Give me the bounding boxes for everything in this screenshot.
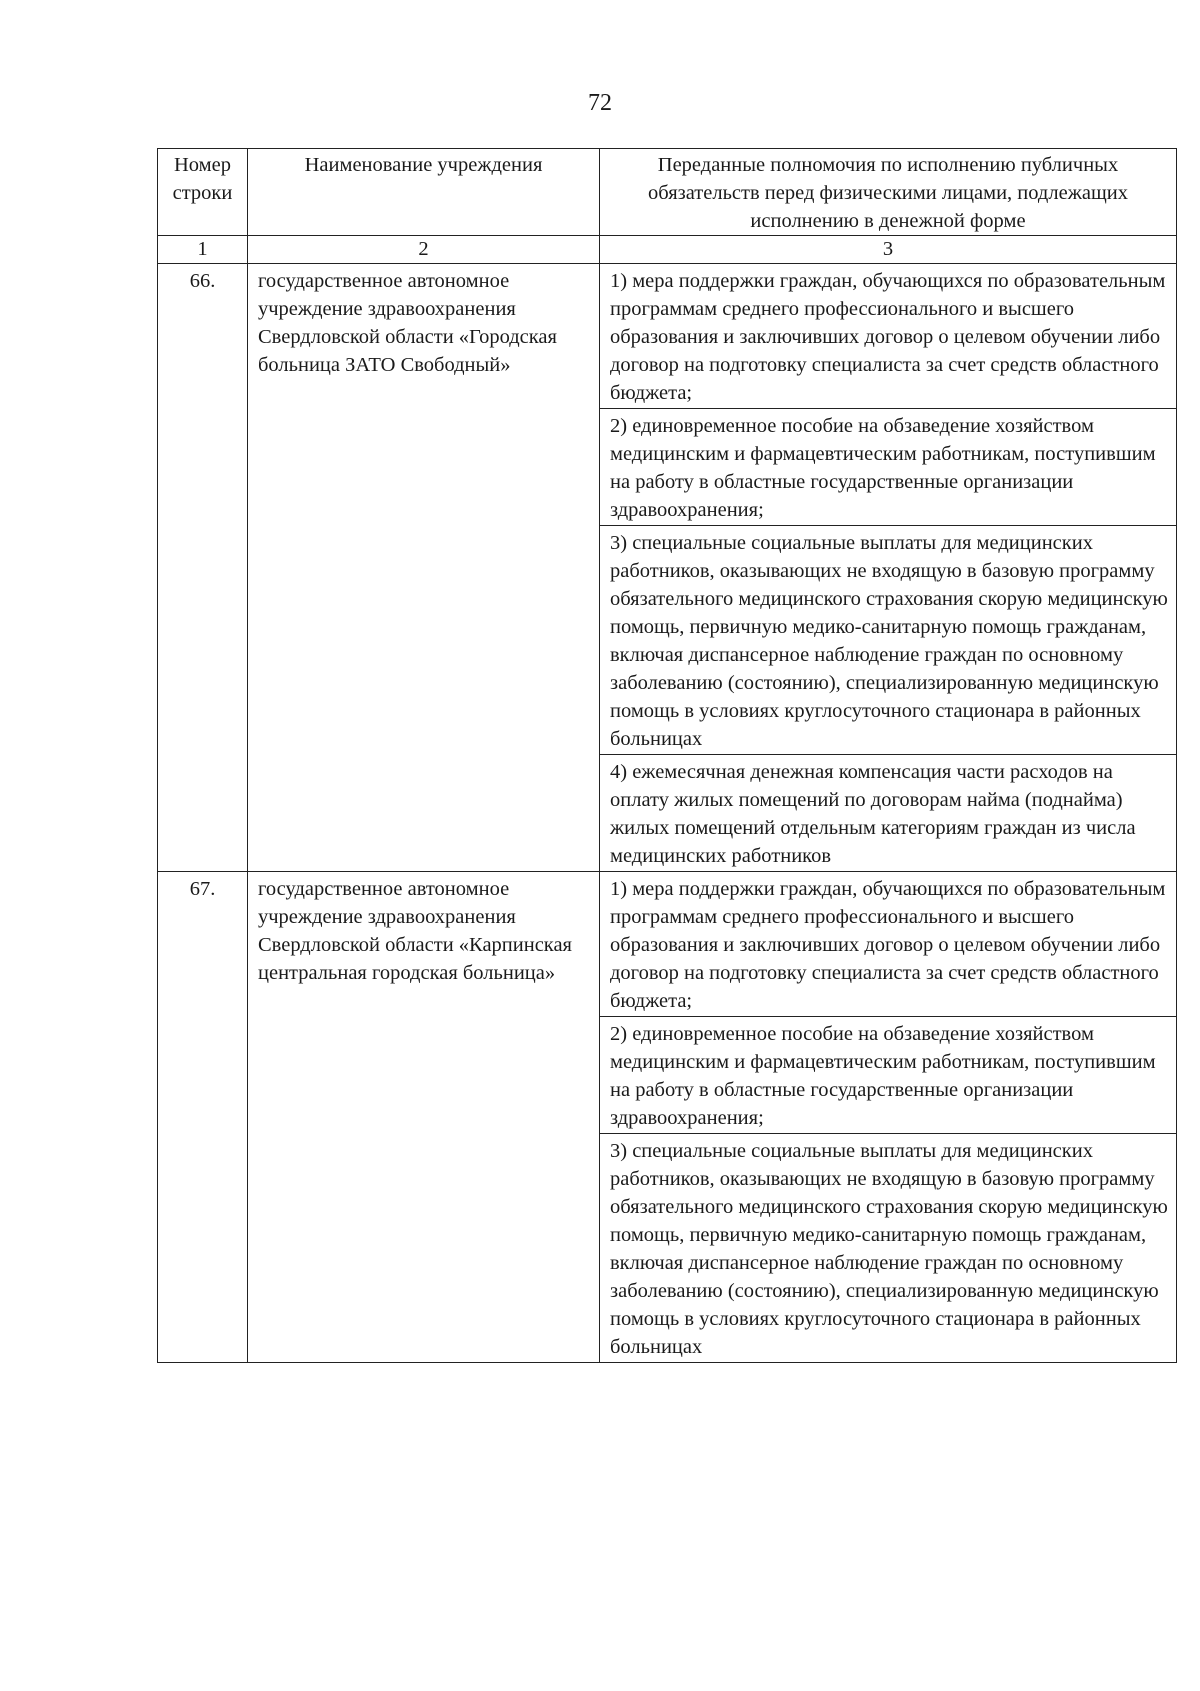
- column-number-2: 2: [248, 236, 600, 264]
- power-item: 3) специальные социальные выплаты для медицинских работников, оказывающих не входящую в базовую программу обязательного медицинского страхования скорую медицинскую помощь, первичную медико-санитарную помощь гражданам, включая диспансерное наблюдение граждан по основному заболеванию (состоянию), специализированную медицинскую помощь в условиях круглосуточного стационара в районных больницах: [600, 526, 1177, 755]
- column-number-row: [158, 236, 1177, 264]
- table-header-row: [158, 149, 1177, 236]
- power-item: 2) единовременное пособие на обзаведение хозяйством медицинским и фармацевтическим работникам, поступившим на работу в областные государственные организации здравоохранения;: [600, 409, 1177, 526]
- header-institution-name: Наименование учреждения: [248, 149, 600, 236]
- row-number: 66.: [158, 264, 248, 872]
- table-row: [158, 264, 1177, 409]
- institution-name: государственное автономное учреждение здравоохранения Свердловской области «Городская больница ЗАТО Свободный»: [248, 264, 600, 872]
- row-number: 67.: [158, 872, 248, 1363]
- table-row: [158, 872, 1177, 1017]
- institution-name: государственное автономное учреждение здравоохранения Свердловской области «Карпинская центральная городская больница»: [248, 872, 600, 1363]
- column-number-3: 3: [600, 236, 1177, 264]
- powers-table: [157, 148, 1177, 1363]
- column-number-1: 1: [158, 236, 248, 264]
- header-row-number: Номер строки: [158, 149, 248, 236]
- power-item: 1) мера поддержки граждан, обучающихся по образовательным программам среднего профессионального и высшего образования и заключивших договор о целевом обучении либо договор на подготовку специалиста за счет средств областного бюджета;: [600, 872, 1177, 1017]
- power-item: 4) ежемесячная денежная компенсация части расходов на оплату жилых помещений по договорам найма (поднайма) жилых помещений отдельным категориям граждан из числа медицинских работников: [600, 755, 1177, 872]
- power-item: 1) мера поддержки граждан, обучающихся по образовательным программам среднего профессионального и высшего образования и заключивших договор о целевом обучении либо договор на подготовку специалиста за счет средств областного бюджета;: [600, 264, 1177, 409]
- power-item: 3) специальные социальные выплаты для медицинских работников, оказывающих не входящую в базовую программу обязательного медицинского страхования скорую медицинскую помощь, первичную медико-санитарную помощь гражданам, включая диспансерное наблюдение граждан по основному заболеванию (состоянию), специализированную медицинскую помощь в условиях круглосуточного стационара в районных больницах: [600, 1134, 1177, 1363]
- header-transferred-powers: Переданные полномочия по исполнению публичных обязательств перед физическими лицами, подлежащих исполнению в денежной форме: [600, 149, 1177, 236]
- page-number: 72: [588, 90, 612, 116]
- power-item: 2) единовременное пособие на обзаведение хозяйством медицинским и фармацевтическим работникам, поступившим на работу в областные государственные организации здравоохранения;: [600, 1017, 1177, 1134]
